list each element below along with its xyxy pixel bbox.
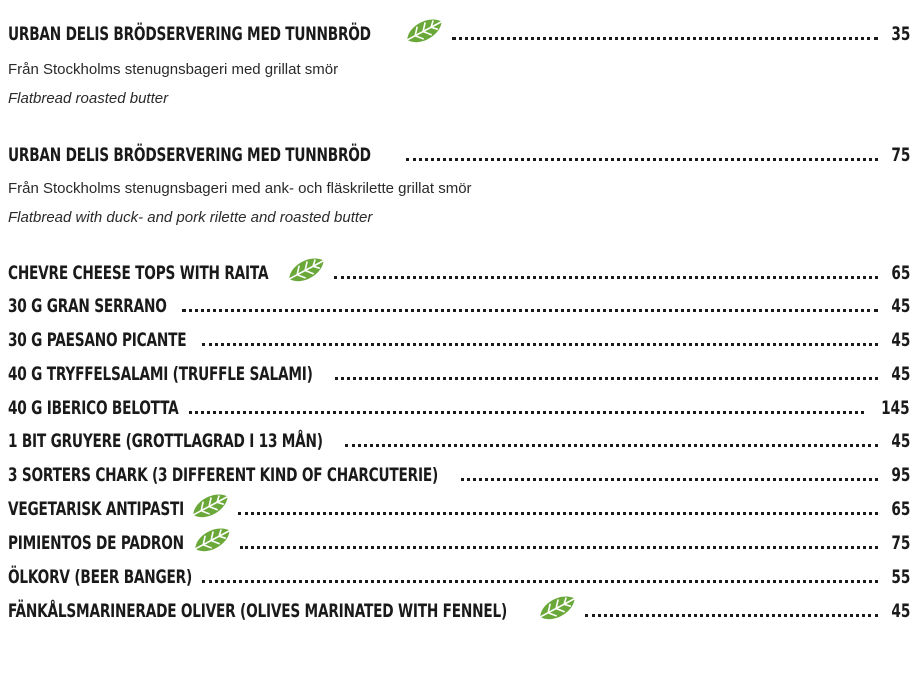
menu-item [8,525,910,555]
leaf-icon [535,593,579,623]
dot-leader [585,613,877,617]
item-name: 30 G GRAN SERRANO [8,295,167,317]
menu-item [8,255,910,285]
item-price: 75 [890,144,910,166]
item-name: 1 BIT GRUYERE (GROTTLAGRAD I 13 MÅN) [8,430,323,452]
menu-item [8,457,910,487]
menu-item [8,16,910,46]
item-price: 45 [890,363,910,385]
dot-leader [345,443,877,447]
dot-leader [335,376,877,380]
leaf-icon [190,525,234,555]
leaf-icon [188,491,232,521]
item-price: 65 [890,498,910,520]
item-name: URBAN DELIS BRÖDSERVERING MED TUNNBRÖD [8,23,371,45]
menu-item [8,593,910,623]
item-name: CHEVRE CHEESE TOPS WITH RAITA [8,262,269,284]
item-description-en: Flatbread with duck- and pork rilette and roasted butter [8,209,373,226]
item-price: 55 [890,566,910,588]
item-name: PIMIENTOS DE PADRON [8,532,184,554]
item-name: 40 G TRYFFELSALAMI (TRUFFLE SALAMI) [8,363,313,385]
menu-item [8,137,910,167]
menu-item [8,356,910,386]
item-description-en: Flatbread roasted butter [8,90,169,107]
dot-leader [189,410,864,414]
dot-leader [452,36,878,40]
item-price: 75 [890,532,910,554]
item-name: 30 G PAESANO PICANTE [8,329,187,351]
dot-leader [406,157,878,161]
item-price: 45 [890,329,910,351]
dot-leader [334,275,878,279]
menu-item [8,423,910,453]
item-description-sv: Från Stockholms stenugnsbageri med grillat smör [8,61,339,78]
leaf-icon [284,255,328,285]
menu-item [8,288,910,318]
item-price: 45 [890,600,910,622]
menu-item [8,491,910,521]
item-price: 95 [890,464,910,486]
item-name: URBAN DELIS BRÖDSERVERING MED TUNNBRÖD [8,144,371,166]
menu-item [8,390,910,420]
menu-item [8,322,910,352]
item-price: 145 [881,397,910,419]
item-price: 65 [890,262,910,284]
item-name: 3 SORTERS CHARK (3 DIFFERENT KIND OF CHARCUTERIE) [8,464,438,486]
dot-leader [461,477,877,481]
dot-leader [238,511,877,515]
item-name: VEGETARISK ANTIPASTI [8,498,184,520]
dot-leader [240,545,877,549]
item-price: 45 [890,430,910,452]
item-name: 40 G IBERICO BELOTTA [8,397,179,419]
menu-item [8,559,910,589]
dot-leader [182,308,877,312]
item-name: ÖLKORV (BEER BANGER) [8,566,193,588]
leaf-icon [402,16,446,46]
item-price: 35 [890,23,910,45]
dot-leader [202,342,878,346]
item-price: 45 [890,295,910,317]
item-description-sv: Från Stockholms stenugnsbageri med ank- och fläskrilette grillat smör [8,180,472,197]
dot-leader [202,579,878,583]
item-name: FÄNKÅLSMARINERADE OLIVER (OLIVES MARINATED WITH FENNEL) [8,600,508,622]
